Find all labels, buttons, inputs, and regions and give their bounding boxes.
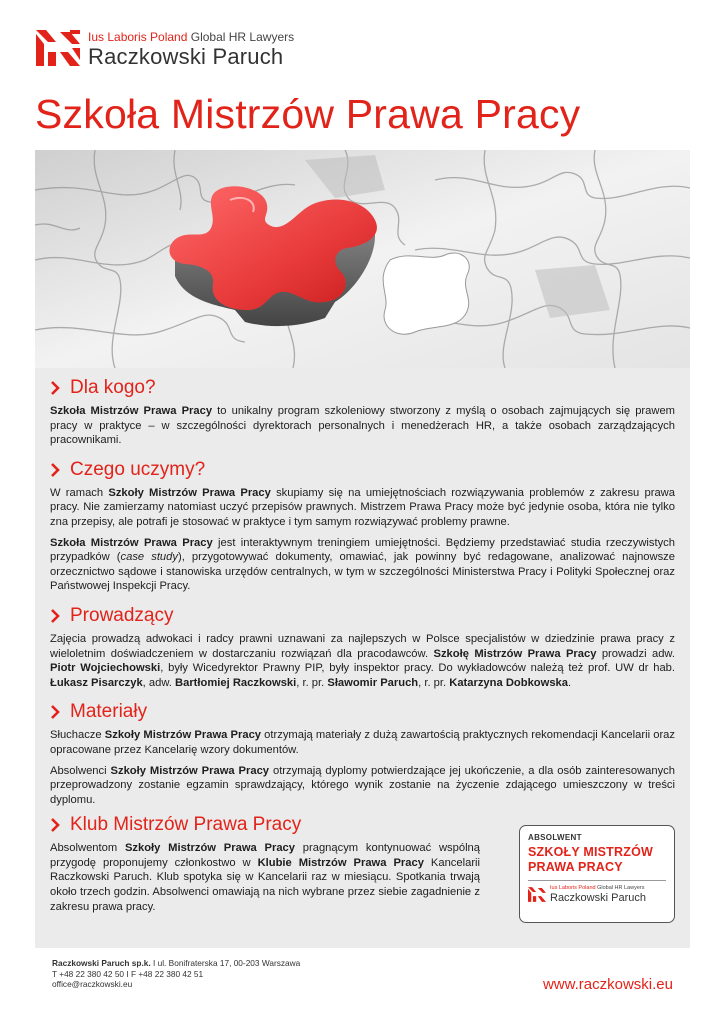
section-title-klub: Klub Mistrzów Prawa Pracy (50, 813, 480, 837)
paragraph-dla-kogo: Szkoła Mistrzów Prawa Pracy to unikalny program szkoleniowy stworzony z myślą o osobach zajmujących się prawem pracy w praktyce – w szczególności dyrektorach personalnych i menedżerach HR, a także osobach zarządzających pracownikami. (50, 405, 675, 447)
footer-phone: T +48 22 380 42 50 I F +48 22 380 42 51 (52, 968, 204, 979)
logo-mark-icon (528, 887, 546, 902)
badge-logo-tagline: Ius Laboris Poland Global HR Lawyers (550, 885, 645, 892)
footer-company: Raczkowski Paruch sp.k. (52, 958, 151, 968)
section-title-materialy: Materiały (50, 700, 675, 724)
hero-puzzle-image (35, 150, 690, 368)
chevron-right-icon (50, 463, 60, 477)
badge-logo-name: Raczkowski Paruch (550, 892, 646, 905)
paragraph-materialy-2: Absolwenci Szkoły Mistrzów Prawa Pracy otrzymają dyplomy potwierdzające jej ukończenie, a dla osób zainteresowanych przeprowadzony zostanie egzamin sprawdzający, którego wynik zostanie na życzenie zdającego umieszczony w treści dyplomu. (50, 764, 676, 806)
graduate-badge (519, 825, 675, 923)
logo-mark-icon (36, 30, 80, 66)
section-title-prowadzacy: Prowadzący (50, 604, 675, 628)
footer-contact (52, 958, 300, 990)
paragraph-czego-1: W ramach Szkoły Mistrzów Prawa Pracy skupiamy się na umiejętnościach rozwiązywania problemów z zakresu prawa pracy. Nie zamierzamy natomiast uczyć przepisów prawnych. Mistrzem Prawa Pracy może być jedynie osoba, która nie tylko zna przepisy, ale potrafi je stosować w praktyce i tym samym rozwiązywać problemy prawne. (50, 486, 675, 528)
paragraph-klub: Absolwentom Szkoły Mistrzów Prawa Pracy pragnącym kontynuować wspólną przygodę proponujemy członkostwo w Klubie Mistrzów Prawa Pracy Kancelarii Raczkowski Paruch. Klub spotyka się w Kancelarii raz w miesiącu. Spotkania trwają około trzech godzin. Absolwenci omawiają na nich wybrane przez siebie zagadnienie z zakresu prawa pracy. (50, 842, 481, 913)
section-title-czego-uczymy: Czego uczymy? (50, 458, 675, 482)
logo-tagline: Ius Laboris Poland Global HR Lawyers (88, 30, 295, 44)
chevron-right-icon (50, 609, 60, 623)
badge-title-line1: SZKOŁY MISTRZÓW (528, 845, 653, 860)
paragraph-czego-2: Szkoła Mistrzów Prawa Pracy jest interaktywnym treningiem umiejętności. Będziemy przedstawiać studia rzeczywistych przypadków (case study), przygotowywać dokumenty, omawiać, jak powinny być redagowane, analizować najnowsze orzecznictwo sądowe i stanowiska urzędów centralnych, w tym w szczególności Ministerstwa Pracy i Polityki Społecznej oraz Państwowej Inspekcji Pracy. (50, 536, 675, 593)
chevron-right-icon (50, 705, 60, 719)
paragraph-materialy-1: Słuchacze Szkoły Mistrzów Prawa Pracy otrzymają materiały z dużą zawartością praktycznych rekomendacji Kancelarii oraz opracowane przez Kancelarię wzory dokumentów. (50, 729, 675, 756)
badge-logo (528, 885, 666, 904)
page-title: Szkoła Mistrzów Prawa Pracy (35, 91, 581, 137)
paragraph-prowadzacy: Zajęcia prowadzą adwokaci i radcy prawni uznawani za najlepszych w Polsce specjalistów w dziedzinie prawa pracy z wieloletnim doświadczeniem w dostarczaniu rozwiązań dla pracodawców. Szkołę Mistrzów Prawa Pracy prowadzi adw. Piotr Wojciechowski, były Wicedyrektor Prawny PIP, były inspektor pracy. Do wykładowców należą też prof. UW dr hab. Łukasz Pisarczyk, adw. Bartłomiej Raczkowski, r. pr. Sławomir Paruch, r. pr. Katarzyna Dobkowska. (50, 632, 675, 689)
content-panel (35, 368, 690, 948)
badge-title-line2: PRAWA PRACY (528, 860, 623, 875)
logo-company-name: Raczkowski Paruch (88, 44, 284, 69)
footer-email[interactable]: office@raczkowski.eu (52, 979, 133, 989)
chevron-right-icon (50, 381, 60, 395)
footer-address: I ul. Bonifraterska 17, 00-203 Warszawa (150, 958, 301, 968)
chevron-right-icon (50, 818, 60, 832)
badge-label: ABSOLWENT (528, 833, 582, 843)
company-logo (36, 30, 294, 70)
section-title-dla-kogo: Dla kogo? (50, 376, 675, 400)
website-link[interactable]: www.raczkowski.eu (542, 976, 673, 993)
